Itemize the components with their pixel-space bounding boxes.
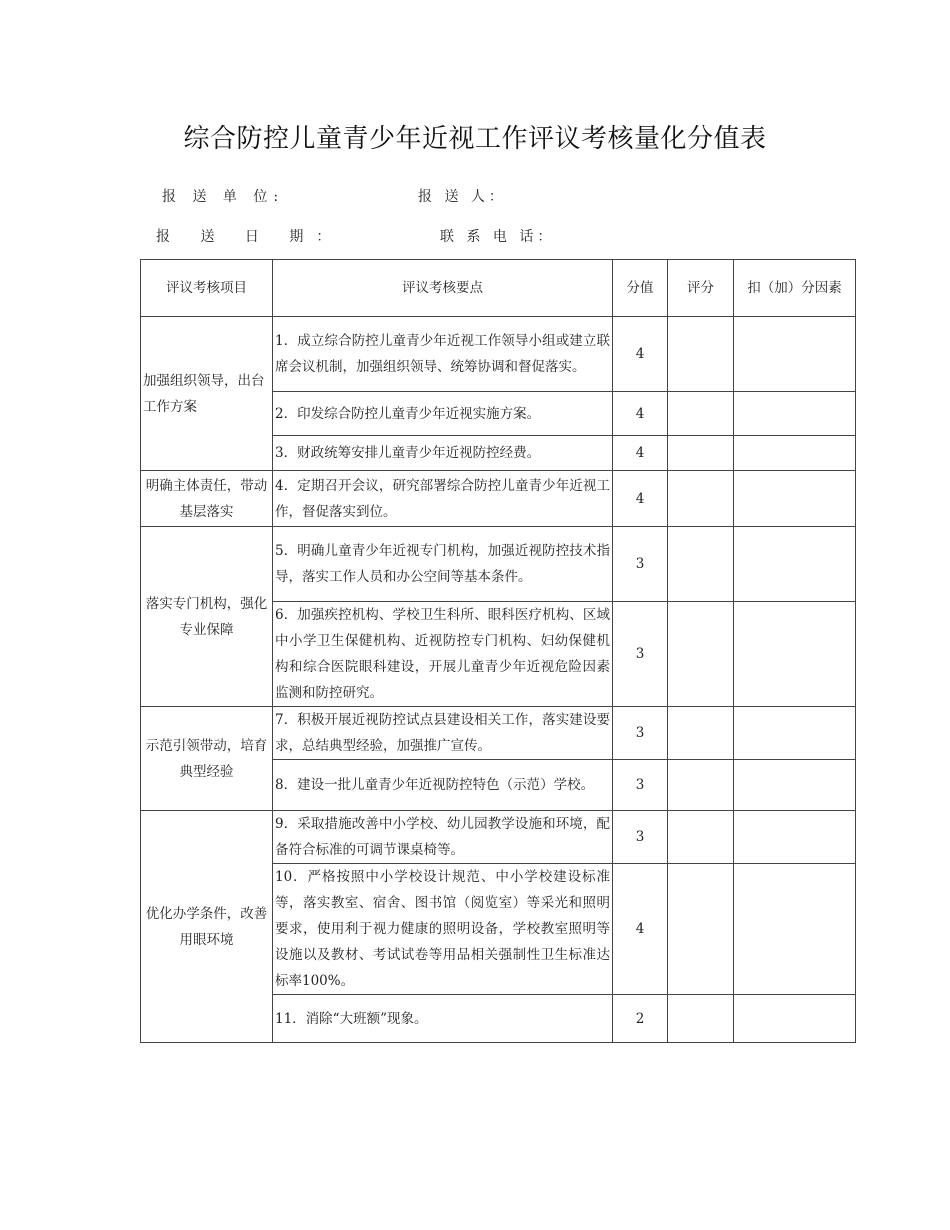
table-header-row (141, 260, 856, 317)
given-score-cell[interactable] (668, 707, 734, 760)
given-score-cell[interactable] (668, 436, 734, 471)
category-cell: 加强组织领导，出台工作方案 (141, 317, 273, 471)
contact-phone-label: 联 系 电 话： (440, 229, 556, 245)
factor-cell[interactable] (734, 392, 856, 436)
factor-cell[interactable] (734, 864, 856, 995)
point-cell: 2．印发综合防控儿童青少年近视实施方案。 (273, 392, 613, 436)
header-item: 评议考核项目 (141, 260, 273, 317)
header-score: 分值 (613, 260, 668, 317)
point-cell: 9．采取措施改善中小学校、幼儿园教学设施和环境，配备符合标准的可调节课桌椅等。 (273, 811, 613, 864)
factor-cell[interactable] (734, 471, 856, 527)
given-score-cell[interactable] (668, 527, 734, 602)
score-cell: 4 (613, 471, 668, 527)
score-cell: 4 (613, 317, 668, 392)
point-cell: 10．严格按照中小学校设计规范、中小学校建设标准等，落实教室、宿舍、图书馆（阅览室）等采光和照明要求，使用利于视力健康的照明设备，学校教室照明等设施以及教材、考试试卷等用品相关强制性卫生标准达标率100%。 (273, 864, 613, 995)
table-row (141, 707, 856, 760)
point-cell: 7．积极开展近视防控试点县建设相关工作，落实建设要求，总结典型经验，加强推广宣传。 (273, 707, 613, 760)
point-cell: 8．建设一批儿童青少年近视防控特色（示范）学校。 (273, 760, 613, 811)
given-score-cell[interactable] (668, 471, 734, 527)
factor-cell[interactable] (734, 707, 856, 760)
header-given: 评分 (668, 260, 734, 317)
given-score-cell[interactable] (668, 760, 734, 811)
category-cell: 落实专门机构，强化专业保障 (141, 527, 273, 707)
point-cell: 5．明确儿童青少年近视专门机构，加强近视防控技术指导，落实工作人员和办公空间等基本条件。 (273, 527, 613, 602)
given-score-cell[interactable] (668, 995, 734, 1043)
table-row (141, 811, 856, 864)
factor-cell[interactable] (734, 811, 856, 864)
report-date-label: 报 送 日 期： (156, 229, 344, 245)
category-cell: 示范引领带动，培育典型经验 (141, 707, 273, 811)
header-factor: 扣（加）分因素 (734, 260, 856, 317)
score-cell: 3 (613, 811, 668, 864)
point-cell: 11．消除“大班额”现象。 (273, 995, 613, 1043)
given-score-cell[interactable] (668, 811, 734, 864)
given-score-cell[interactable] (668, 602, 734, 707)
reporter-label: 报 送 人： (418, 189, 507, 205)
score-cell: 2 (613, 995, 668, 1043)
score-cell: 4 (613, 864, 668, 995)
category-cell: 优化办学条件，改善用眼环境 (141, 811, 273, 1043)
factor-cell[interactable] (734, 527, 856, 602)
score-cell: 3 (613, 707, 668, 760)
factor-cell[interactable] (734, 436, 856, 471)
report-unit-label: 报 送 单 位: (162, 189, 285, 205)
score-cell: 4 (613, 436, 668, 471)
point-cell: 3．财政统筹安排儿童青少年近视防控经费。 (273, 436, 613, 471)
factor-cell[interactable] (734, 317, 856, 392)
header-points: 评议考核要点 (273, 260, 613, 317)
score-cell: 3 (613, 760, 668, 811)
factor-cell[interactable] (734, 995, 856, 1043)
point-cell: 1．成立综合防控儿童青少年近视工作领导小组或建立联席会议机制，加强组织领导、统筹协调和督促落实。 (273, 317, 613, 392)
score-cell: 4 (613, 392, 668, 436)
page-title: 综合防控儿童青少年近视工作评议考核量化分值表 (183, 124, 767, 154)
category-cell: 明确主体责任，带动基层落实 (141, 471, 273, 527)
score-cell: 3 (613, 602, 668, 707)
table-row (141, 471, 856, 527)
factor-cell[interactable] (734, 760, 856, 811)
given-score-cell[interactable] (668, 864, 734, 995)
point-cell: 6．加强疾控机构、学校卫生科所、眼科医疗机构、区域中小学卫生保健机构、近视防控专门机构、妇幼保健机构和综合医院眼科建设，开展儿童青少年近视危险因素监测和防控研究。 (273, 602, 613, 707)
table-row (141, 317, 856, 392)
given-score-cell[interactable] (668, 317, 734, 392)
score-cell: 3 (613, 527, 668, 602)
table-row (141, 527, 856, 602)
factor-cell[interactable] (734, 602, 856, 707)
scoring-table (140, 259, 856, 1043)
point-cell: 4．定期召开会议，研究部署综合防控儿童青少年近视工作，督促落实到位。 (273, 471, 613, 527)
given-score-cell[interactable] (668, 392, 734, 436)
